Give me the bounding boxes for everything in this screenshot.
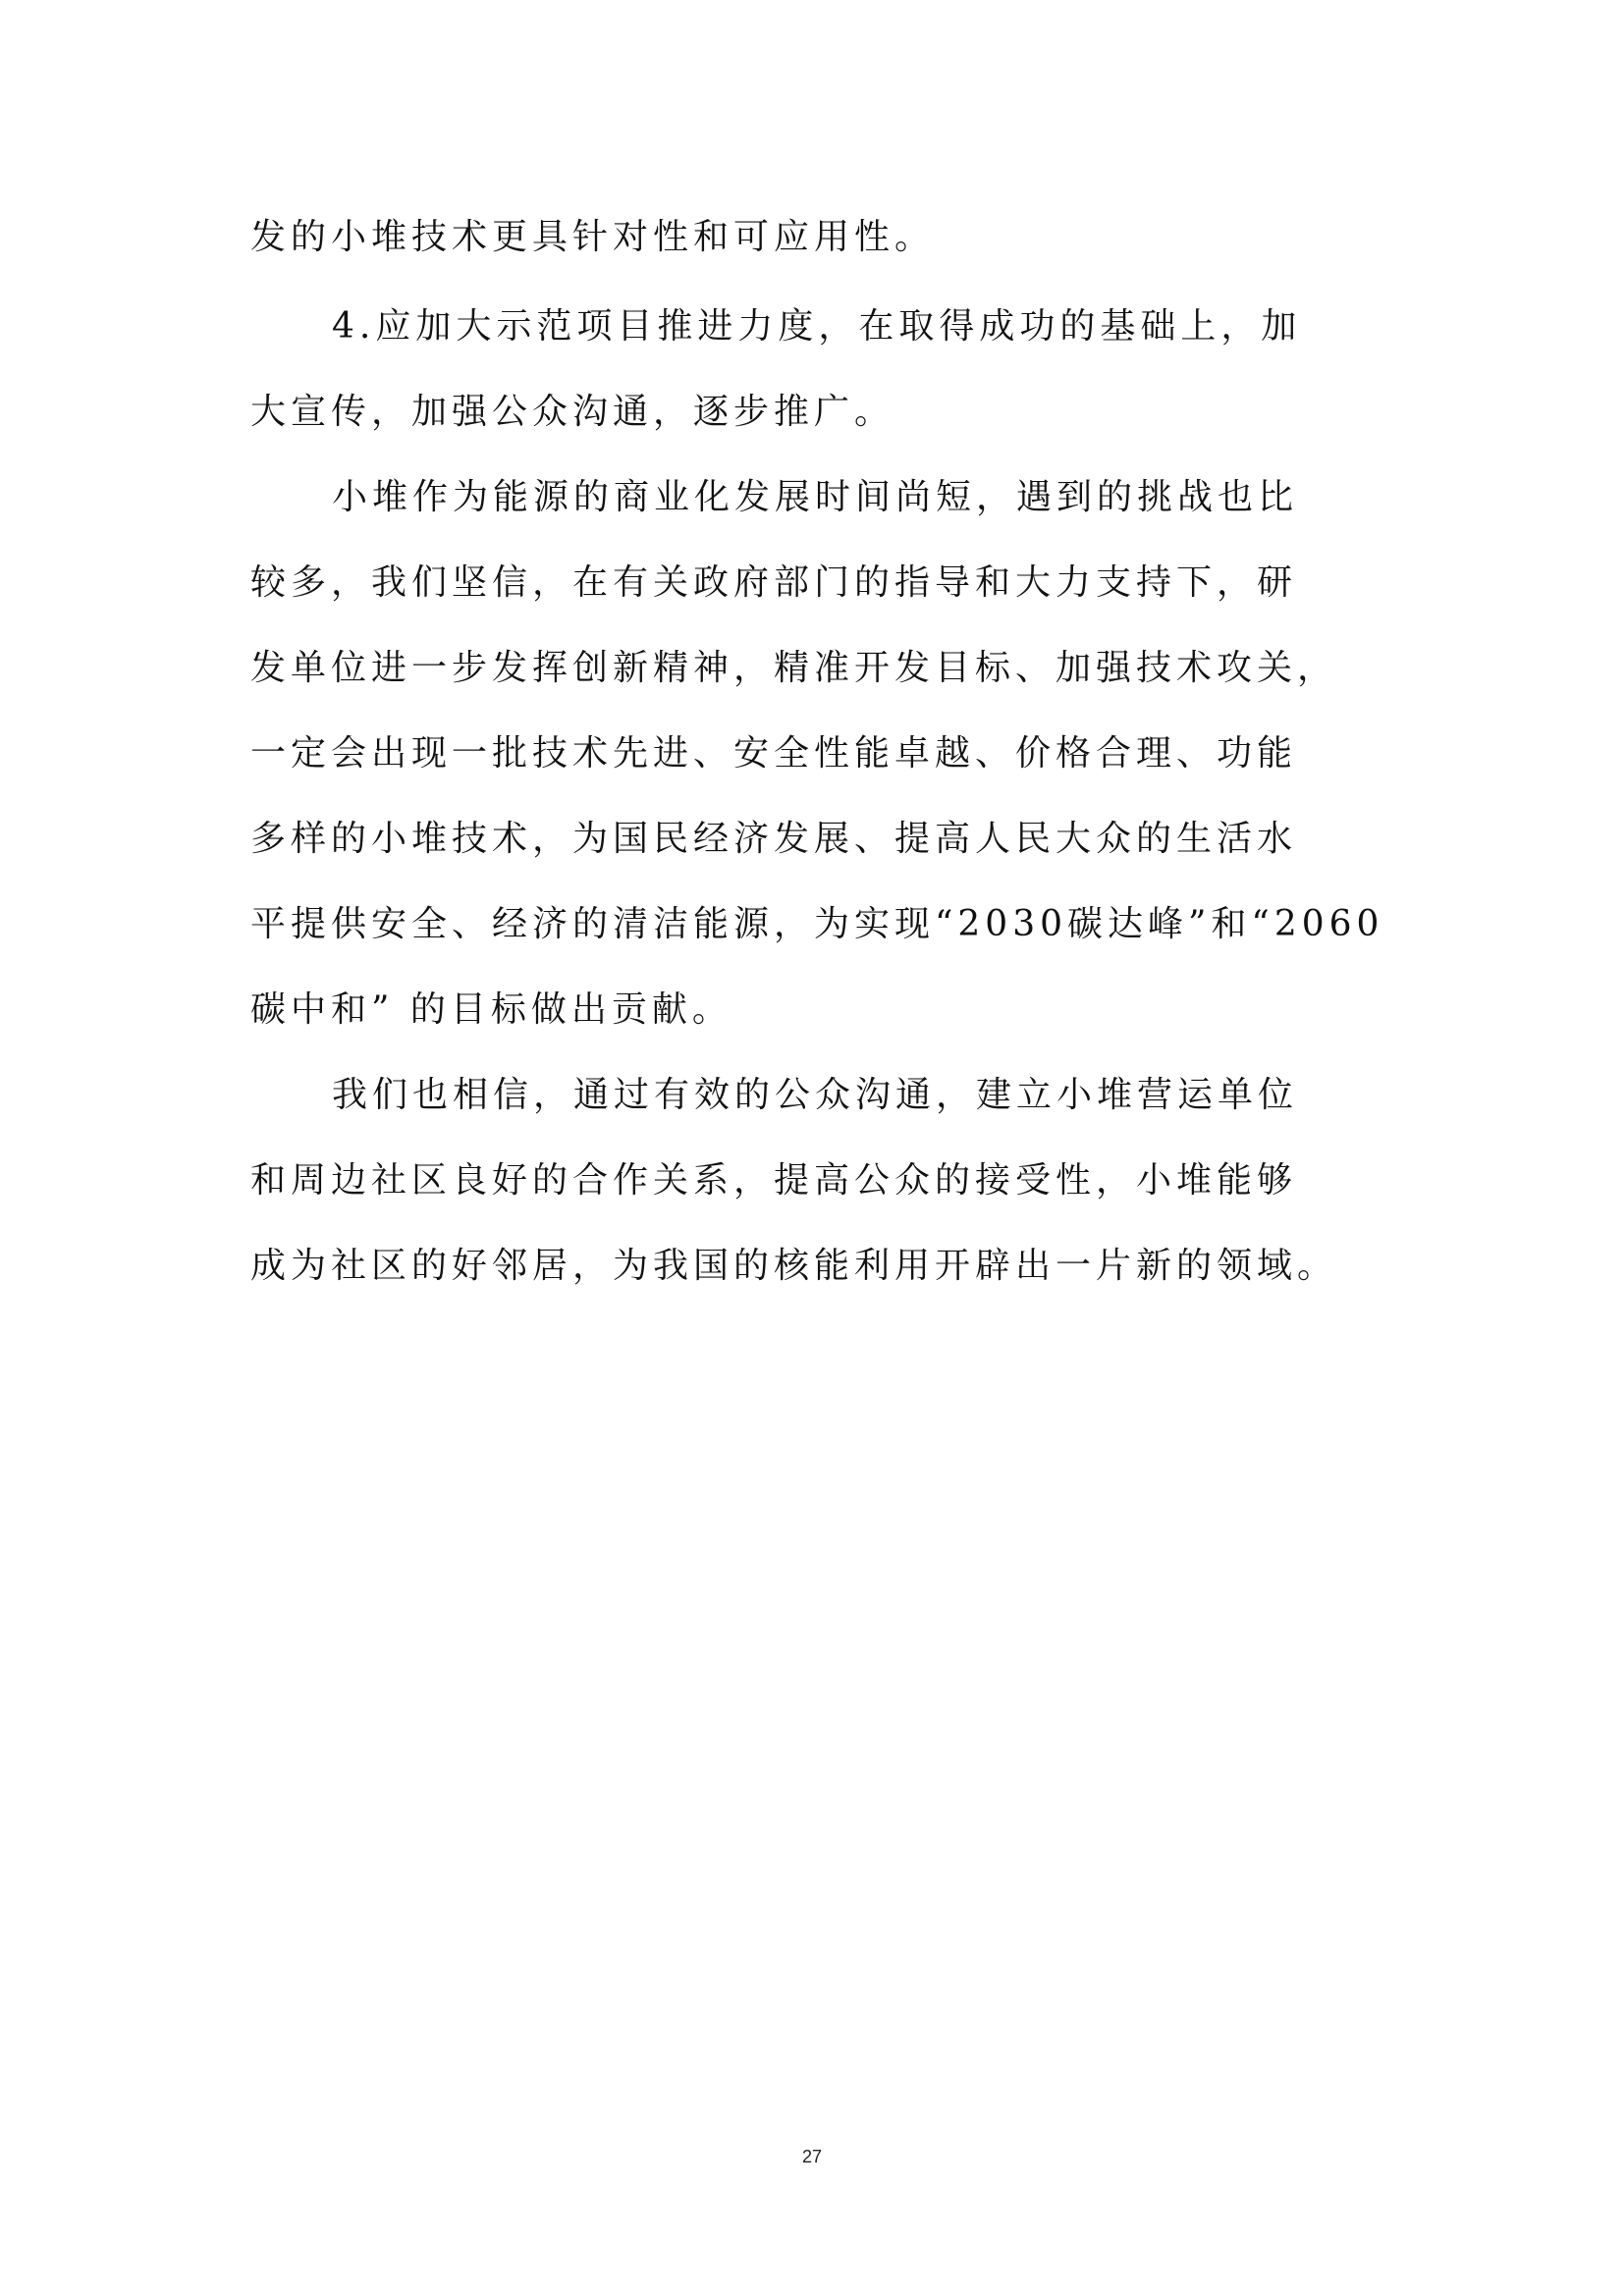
paragraph-line: 发的小堆技术更具针对性和可应用性。 <box>250 217 936 257</box>
paragraph-line: 一定会出现一批技术先进、安全性能卓越、价格合理、功能 <box>250 733 1298 774</box>
paragraph-line: 小堆作为能源的商业化发展时间尚短，遇到的挑战也比 <box>332 477 1299 517</box>
paragraph-line: 较多，我们坚信，在有关政府部门的指导和大力支持下，研 <box>250 562 1298 603</box>
paragraph-line: 4.应加大示范项目推进力度，在取得成功的基础上，加 <box>332 306 1302 347</box>
paragraph-line: 我们也相信，通过有效的公众沟通，建立小堆营运单位 <box>332 1075 1299 1115</box>
paragraph-line: 多样的小堆技术，为国民经济发展、提高人民大众的生活水 <box>250 819 1298 859</box>
paragraph-line: 发单位进一步发挥创新精神，精准开发目标、加强技术攻关， <box>250 648 1338 688</box>
paragraph-line: 成为社区的好邻居，为我国的核能利用开辟出一片新的领域。 <box>250 1246 1338 1286</box>
paragraph-line: 碳中和” 的目标做出贡献。 <box>250 989 732 1030</box>
page-number: 27 <box>801 2147 823 2166</box>
paragraph-line: 平提供安全、经济的清洁能源，为实现“2030碳达峰”和“2060 <box>250 904 1384 944</box>
paragraph-line: 大宣传，加强公众沟通，逐步推广。 <box>250 392 895 432</box>
paragraph-line: 和周边社区良好的合作关系，提高公众的接受性，小堆能够 <box>250 1160 1298 1201</box>
